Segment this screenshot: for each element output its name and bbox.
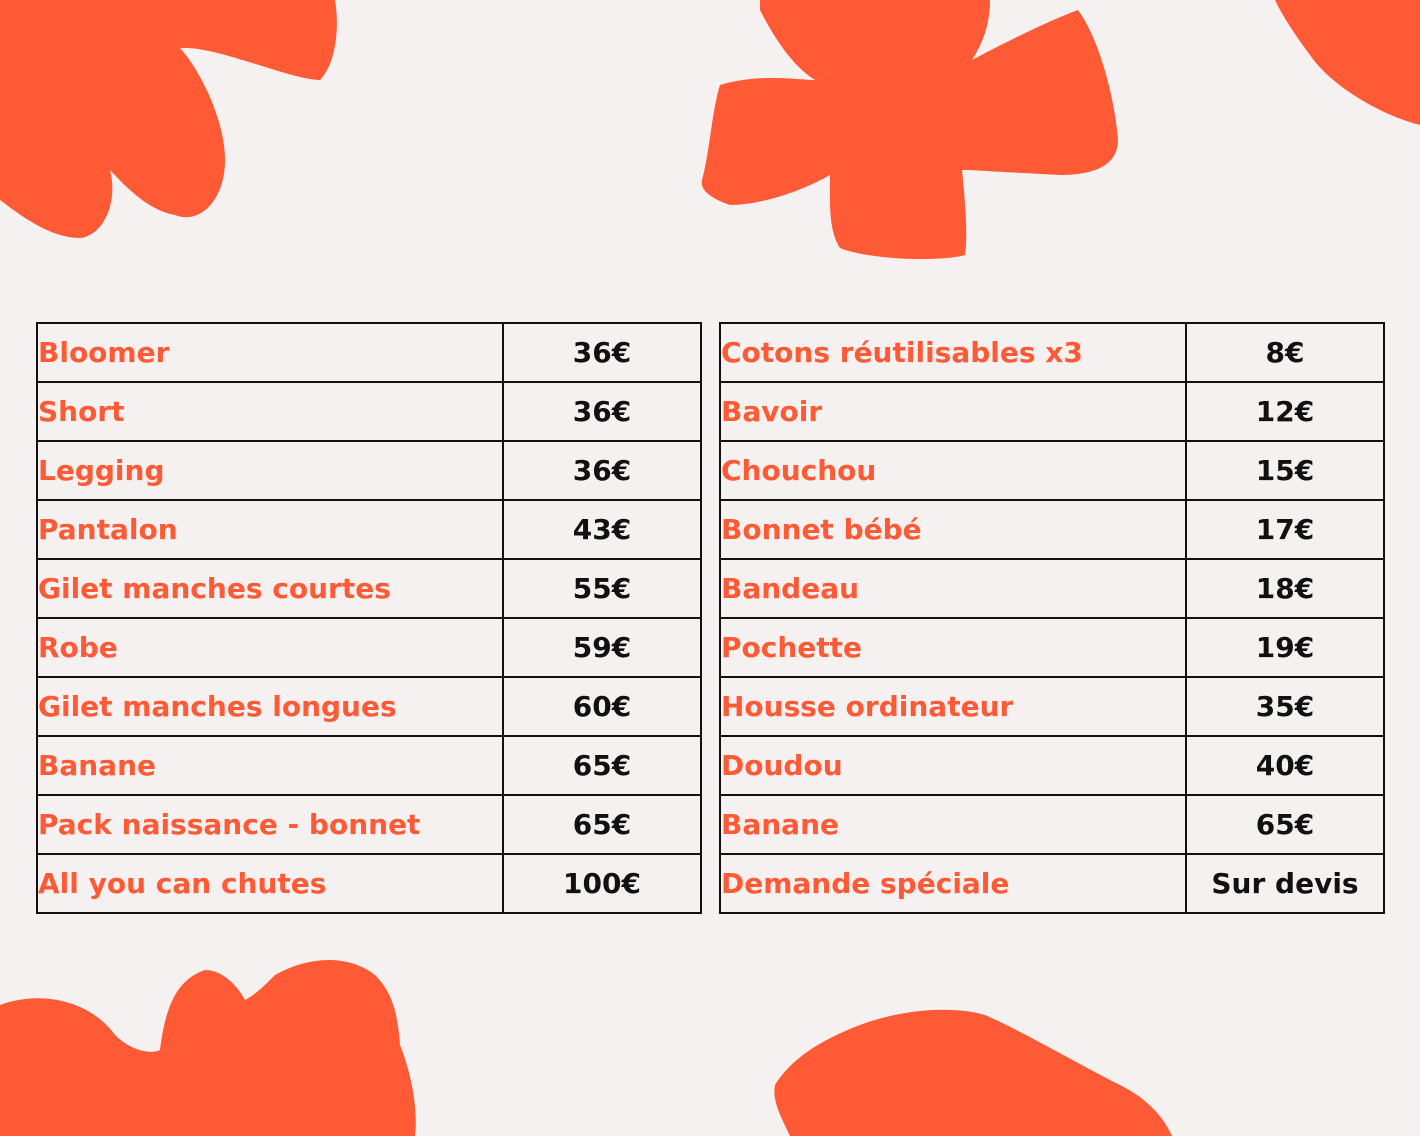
table-row xyxy=(720,677,1384,736)
item-price: 36€ xyxy=(503,382,701,441)
item-name: Banane xyxy=(720,795,1186,854)
flower-shape-top-right xyxy=(1275,0,1420,125)
item-price: 35€ xyxy=(1186,677,1384,736)
table-row xyxy=(720,854,1384,913)
price-table-right xyxy=(719,322,1385,914)
item-name: Bandeau xyxy=(720,559,1186,618)
item-name: Housse ordinateur xyxy=(720,677,1186,736)
item-price: 17€ xyxy=(1186,500,1384,559)
item-name: Doudou xyxy=(720,736,1186,795)
item-name: Gilet manches longues xyxy=(37,677,503,736)
item-name: Robe xyxy=(37,618,503,677)
item-price: 40€ xyxy=(1186,736,1384,795)
item-price: 12€ xyxy=(1186,382,1384,441)
table-row xyxy=(37,795,701,854)
item-name: Chouchou xyxy=(720,441,1186,500)
item-price: 65€ xyxy=(503,795,701,854)
flower-shape-bottom-left xyxy=(0,960,416,1136)
table-row xyxy=(720,559,1384,618)
flower-shape-top-left xyxy=(0,0,337,238)
table-row xyxy=(37,854,701,913)
item-name: Cotons réutilisables x3 xyxy=(720,323,1186,382)
item-price: 43€ xyxy=(503,500,701,559)
item-price: 8€ xyxy=(1186,323,1384,382)
item-name: Gilet manches courtes xyxy=(37,559,503,618)
table-row xyxy=(720,618,1384,677)
item-name: Demande spéciale xyxy=(720,854,1186,913)
price-table-left xyxy=(36,322,702,914)
item-name: Bavoir xyxy=(720,382,1186,441)
table-row xyxy=(37,382,701,441)
table-row xyxy=(37,618,701,677)
item-price: 60€ xyxy=(503,677,701,736)
item-name: Short xyxy=(37,382,503,441)
item-name: Bonnet bébé xyxy=(720,500,1186,559)
item-name: Pantalon xyxy=(37,500,503,559)
table-row xyxy=(37,677,701,736)
item-name: Legging xyxy=(37,441,503,500)
item-price: 55€ xyxy=(503,559,701,618)
item-price: 36€ xyxy=(503,441,701,500)
item-name: All you can chutes xyxy=(37,854,503,913)
item-price: 100€ xyxy=(503,854,701,913)
item-price: 15€ xyxy=(1186,441,1384,500)
table-row xyxy=(37,559,701,618)
item-name: Pack naissance - bonnet xyxy=(37,795,503,854)
table-row xyxy=(720,441,1384,500)
table-row xyxy=(720,382,1384,441)
item-price: 59€ xyxy=(503,618,701,677)
price-table-right-body xyxy=(720,323,1384,913)
table-row xyxy=(37,500,701,559)
item-name: Pochette xyxy=(720,618,1186,677)
table-row xyxy=(720,323,1384,382)
item-price: 65€ xyxy=(503,736,701,795)
item-name: Bloomer xyxy=(37,323,503,382)
table-row xyxy=(720,736,1384,795)
table-row xyxy=(37,736,701,795)
item-price: Sur devis xyxy=(1186,854,1384,913)
table-row xyxy=(720,500,1384,559)
table-row xyxy=(37,441,701,500)
flower-shape-bottom-center xyxy=(774,1010,1172,1136)
item-price: 19€ xyxy=(1186,618,1384,677)
table-row xyxy=(37,323,701,382)
item-name: Banane xyxy=(37,736,503,795)
item-price: 18€ xyxy=(1186,559,1384,618)
item-price: 36€ xyxy=(503,323,701,382)
price-table-left-body xyxy=(37,323,701,913)
item-price: 65€ xyxy=(1186,795,1384,854)
table-row xyxy=(720,795,1384,854)
